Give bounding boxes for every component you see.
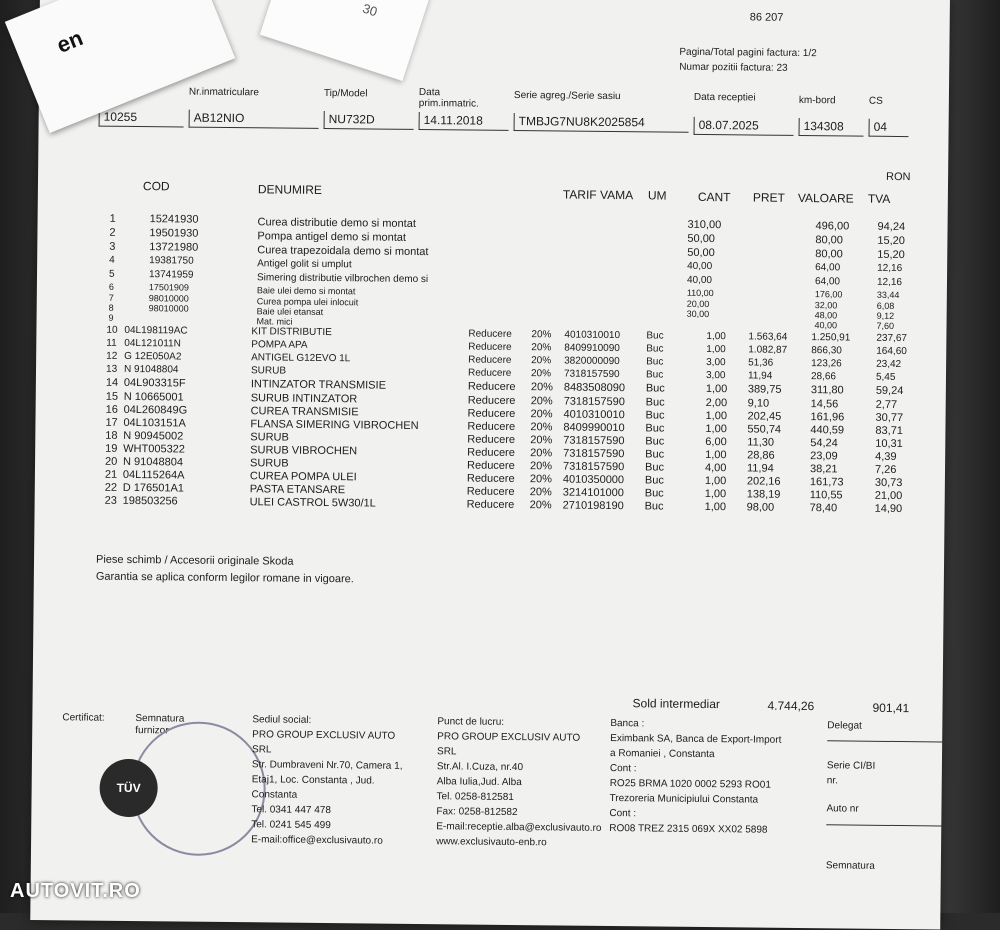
part-valoare: 54,24 bbox=[810, 437, 838, 450]
footer-punct-line: Tel. 0258-812581 bbox=[436, 791, 514, 804]
labor-cant: 50,00 bbox=[687, 232, 716, 246]
part-cant: 1,00 bbox=[705, 422, 727, 436]
part-tva: 21,00 bbox=[874, 489, 903, 503]
part-tva: 59,24 bbox=[875, 384, 904, 398]
part-pret: 9,10 bbox=[747, 397, 770, 410]
part-um: Buc bbox=[645, 435, 665, 448]
part-procent: 20% bbox=[529, 473, 552, 486]
part-cod: 04L198119AC bbox=[124, 324, 188, 337]
labor-nr: 5 bbox=[108, 268, 115, 280]
part-tva: 10,31 bbox=[875, 437, 903, 451]
labor-denumire: Baie ulei demo si montat bbox=[256, 285, 356, 297]
part-nr: 20 bbox=[105, 455, 118, 468]
part-tva: 4,39 bbox=[875, 450, 897, 463]
part-tarif-vama: 4010310010 bbox=[563, 408, 625, 422]
part-tarif-vama: 3214101000 bbox=[562, 486, 625, 500]
part-denumire: ULEI CASTROL 5W30/1L bbox=[249, 496, 376, 510]
part-nr: 10 bbox=[106, 324, 118, 336]
part-procent: 20% bbox=[530, 434, 553, 447]
subtotal-label: Sold intermediar bbox=[632, 696, 721, 712]
value-tip-model: NU732D bbox=[324, 111, 414, 130]
labor-cant: 110,00 bbox=[686, 287, 714, 299]
footer-sediu-line: Etaj1, Loc. Constanta , Jud. bbox=[251, 774, 375, 787]
part-reducere: Reducere bbox=[468, 328, 512, 340]
footer-banca-line: a Romaniei , Constanta bbox=[609, 748, 715, 761]
part-cod: 04L903315F bbox=[123, 376, 186, 390]
part-valoare: 28,66 bbox=[810, 371, 837, 383]
part-cod: N 91048804 bbox=[123, 455, 184, 469]
part-valoare: 14,56 bbox=[810, 398, 839, 411]
col-denumire: DENUMIRE bbox=[257, 182, 323, 197]
part-cant: 1,00 bbox=[706, 343, 726, 356]
part-pret: 11,94 bbox=[747, 370, 773, 382]
top-number: 86 207 bbox=[749, 11, 784, 24]
part-tva: 2,77 bbox=[875, 398, 898, 411]
part-tva: 237,67 bbox=[876, 332, 908, 345]
part-procent: 20% bbox=[529, 499, 552, 512]
labor-denumire: Pompa antigel demo si montat bbox=[257, 230, 407, 244]
value-serie: TMBJG7NU8K2025854 bbox=[514, 113, 689, 133]
part-tarif-vama: 7318157590 bbox=[563, 447, 625, 461]
part-nr: 14 bbox=[105, 376, 119, 389]
part-cod: 04L260849G bbox=[123, 403, 188, 417]
part-valoare: 110,55 bbox=[809, 489, 843, 502]
part-valoare: 123,26 bbox=[811, 358, 842, 370]
subtotal-tva: 901,41 bbox=[872, 700, 910, 716]
part-reducere: Reducere bbox=[467, 420, 516, 433]
part-nr: 12 bbox=[106, 350, 118, 362]
part-tarif-vama: 4010350000 bbox=[562, 473, 625, 487]
note-line1: Piese schimb / Accesorii originale Skoda bbox=[95, 553, 294, 568]
labor-denumire: Mat. mici bbox=[256, 316, 293, 327]
part-pret: 202,16 bbox=[746, 475, 781, 488]
part-pret: 51,36 bbox=[748, 357, 774, 369]
part-valoare: 1.250,91 bbox=[811, 332, 851, 344]
part-denumire: FLANSA SIMERING VIBROCHEN bbox=[250, 418, 419, 432]
labor-cod: 98010000 bbox=[148, 303, 189, 314]
part-um: Buc bbox=[644, 474, 664, 487]
labor-nr: 1 bbox=[109, 212, 116, 225]
labor-cod: 15241930 bbox=[149, 213, 199, 226]
part-cant: 1,00 bbox=[704, 487, 727, 501]
part-denumire: SURUB VIBROCHEN bbox=[250, 444, 358, 458]
footer-sediu-line: PRO GROUP EXCLUSIV AUTO bbox=[252, 729, 396, 742]
part-procent: 20% bbox=[530, 381, 553, 394]
part-valoare: 311,80 bbox=[810, 384, 844, 397]
part-um: Buc bbox=[644, 500, 664, 513]
footer-sediu-line: Sediul social: bbox=[252, 714, 312, 726]
part-tarif-vama: 8483508090 bbox=[563, 381, 626, 395]
footer-banca-line: Eximbank SA, Banca de Export-Import bbox=[610, 733, 782, 746]
part-reducere: Reducere bbox=[466, 472, 515, 485]
part-reducere: Reducere bbox=[468, 341, 512, 353]
part-nr: 22 bbox=[104, 481, 118, 494]
part-tva: 7,26 bbox=[874, 463, 897, 476]
label-cs: CS bbox=[868, 95, 883, 107]
part-tarif-vama: 8409990010 bbox=[563, 421, 625, 435]
part-nr: 15 bbox=[105, 390, 119, 403]
part-nr: 17 bbox=[105, 416, 118, 429]
labor-tva: 12,16 bbox=[877, 262, 903, 275]
part-cod: 04L103151A bbox=[123, 416, 186, 430]
part-cod: WHT005322 bbox=[123, 442, 186, 456]
footer-banca-line: Banca : bbox=[610, 718, 645, 730]
part-nr: 23 bbox=[104, 494, 117, 507]
part-denumire: CUREA TRANSMISIE bbox=[250, 405, 359, 419]
col-um: UM bbox=[647, 188, 667, 203]
part-um: Buc bbox=[645, 382, 665, 395]
footer-punct bbox=[436, 714, 603, 851]
part-cod: 198503256 bbox=[122, 494, 178, 508]
part-valoare: 38,21 bbox=[809, 463, 838, 476]
labor-nr: 8 bbox=[108, 302, 114, 313]
part-nr: 21 bbox=[104, 468, 118, 481]
part-cod: N 90945002 bbox=[123, 429, 184, 443]
labor-cod: 19501930 bbox=[149, 227, 199, 240]
part-tva: 5,45 bbox=[875, 371, 896, 383]
label-serie: Serie agreg./Serie sasiu bbox=[513, 89, 621, 103]
part-nr: 11 bbox=[106, 337, 117, 349]
part-denumire: CUREA POMPA ULEI bbox=[249, 470, 357, 484]
part-valoare: 440,59 bbox=[810, 424, 845, 437]
part-tarif-vama: 7318157590 bbox=[563, 395, 625, 409]
value-cs: 04 bbox=[869, 119, 909, 137]
part-reducere: Reducere bbox=[467, 407, 516, 421]
footer-sediu-line: E-mail:office@exclusivauto.ro bbox=[251, 834, 383, 847]
footer-banca bbox=[609, 716, 781, 838]
value-km-bord: 134308 bbox=[799, 118, 864, 137]
part-reducere: Reducere bbox=[468, 354, 512, 366]
labor-tva: 33,44 bbox=[876, 289, 900, 301]
footer-banca-line: Trezoreria Municipiului Constanta bbox=[609, 793, 759, 806]
labor-cant: 20,00 bbox=[686, 298, 710, 310]
footer-banca-line: Cont : bbox=[609, 763, 637, 775]
footer-sediu-line: SRL bbox=[251, 744, 272, 756]
labor-denumire: Curea pompa ulei inlocuit bbox=[256, 296, 359, 308]
part-pret: 550,74 bbox=[747, 423, 782, 436]
labor-cant: 310,00 bbox=[687, 218, 722, 232]
subtotal-valoare: 4.744,26 bbox=[767, 698, 815, 714]
part-denumire: INTINZATOR TRANSMISIE bbox=[250, 378, 387, 392]
footer-sediu bbox=[251, 712, 403, 849]
part-cant: 3,00 bbox=[705, 369, 726, 382]
labor-cant: 50,00 bbox=[687, 246, 715, 260]
certificat-label: Certificat: bbox=[62, 712, 105, 724]
part-procent: 20% bbox=[529, 486, 552, 499]
part-tva: 23,42 bbox=[876, 358, 902, 371]
labor-denumire: Baie ulei etansat bbox=[256, 306, 324, 317]
part-nr: 18 bbox=[105, 429, 118, 442]
labor-denumire: Curea trapezoidala demo si montat bbox=[257, 244, 429, 259]
labor-valoare: 40,00 bbox=[814, 320, 838, 331]
part-reducere: Reducere bbox=[467, 394, 516, 408]
part-nr: 19 bbox=[105, 442, 118, 455]
part-um: Buc bbox=[646, 343, 664, 355]
part-cant: 1,00 bbox=[704, 500, 727, 514]
semnatura-furnizor-label: Semnatura furnizor bbox=[135, 713, 185, 737]
part-procent: 20% bbox=[530, 447, 553, 460]
part-denumire: KIT DISTRIBUTIE bbox=[251, 326, 332, 339]
labor-valoare: 64,00 bbox=[815, 262, 841, 274]
footer-sediu-line: Tel. 0241 545 499 bbox=[251, 819, 331, 832]
labor-tva: 94,24 bbox=[877, 220, 906, 234]
footer-punct-line: PRO GROUP EXCLUSIV AUTO bbox=[437, 731, 581, 744]
part-procent: 20% bbox=[530, 368, 552, 380]
label-data-prim: Data prim.inmatric. bbox=[418, 86, 479, 110]
part-cant: 1,00 bbox=[704, 474, 727, 488]
watermark-logo: AUTOVIT.RO bbox=[10, 880, 141, 902]
part-pret: 11,30 bbox=[747, 436, 775, 449]
part-cant: 4,00 bbox=[704, 461, 727, 475]
part-cod: N 10665001 bbox=[123, 390, 184, 404]
part-cod: D 176501A1 bbox=[122, 481, 185, 495]
tuv-logo: TÜV bbox=[99, 759, 158, 818]
part-pret: 11,94 bbox=[746, 462, 774, 475]
part-reducere: Reducere bbox=[467, 367, 512, 379]
part-reducere: Reducere bbox=[467, 380, 516, 394]
part-procent: 20% bbox=[529, 460, 553, 473]
part-procent: 20% bbox=[530, 408, 553, 421]
invoice-page bbox=[30, 0, 950, 929]
labor-nr: 7 bbox=[108, 292, 114, 303]
part-procent: 20% bbox=[530, 421, 553, 434]
part-tva: 164,60 bbox=[876, 345, 907, 358]
labor-valoare: 48,00 bbox=[814, 310, 838, 321]
part-procent: 20% bbox=[531, 355, 552, 367]
part-cod: N 91048804 bbox=[123, 363, 179, 376]
serie-ci-label: Serie CI/BI bbox=[826, 760, 876, 772]
part-valoare: 161,73 bbox=[809, 476, 844, 489]
part-cant: 1,00 bbox=[705, 409, 728, 423]
footer-sediu-line: Str. Dumbraveni Nr.70, Camera 1, bbox=[251, 759, 403, 772]
labor-valoare: 64,00 bbox=[814, 276, 841, 288]
part-pret: 202,45 bbox=[747, 410, 782, 423]
part-um: Buc bbox=[644, 487, 664, 500]
labor-tva: 6,08 bbox=[876, 300, 895, 311]
part-um: Buc bbox=[645, 396, 665, 409]
labor-nr: 2 bbox=[109, 226, 116, 239]
part-tarif-vama: 3820000090 bbox=[564, 355, 620, 368]
labor-cod: 98010000 bbox=[148, 293, 189, 304]
part-pret: 28,86 bbox=[747, 449, 775, 462]
footer-punct-line: Alba Iulia,Jud. Alba bbox=[436, 776, 522, 789]
part-tarif-vama: 7318157590 bbox=[563, 368, 620, 381]
labor-cant: 40,00 bbox=[686, 274, 713, 287]
part-denumire: SURUB bbox=[250, 431, 289, 444]
label-nr-inmatriculare: Nr.inmatriculare bbox=[188, 86, 260, 99]
footer-sediu-line: Tel. 0341 447 478 bbox=[251, 804, 331, 817]
positions-info: Numar pozitii factura: 23 bbox=[679, 61, 788, 74]
footer-punct-line: SRL bbox=[436, 746, 457, 758]
part-tva: 14,90 bbox=[874, 502, 903, 516]
part-tarif-vama: 2710198190 bbox=[562, 499, 624, 513]
label-tip-model: Tip/Model bbox=[323, 87, 368, 100]
part-cod: G 12E050A2 bbox=[124, 350, 182, 363]
part-tarif-vama: 4010310010 bbox=[564, 329, 621, 342]
part-pret: 138,19 bbox=[746, 488, 781, 501]
part-nr: 13 bbox=[105, 363, 118, 375]
page-info: Pagina/Total pagini factura: 1/2 bbox=[679, 46, 817, 60]
labor-nr: 4 bbox=[109, 254, 115, 266]
part-reducere: Reducere bbox=[466, 498, 515, 511]
footer-punct-line: Punct de lucru: bbox=[437, 716, 505, 728]
part-reducere: Reducere bbox=[466, 485, 515, 498]
value-nr-inmatriculare: AB12NIO bbox=[189, 110, 319, 129]
labor-nr: 9 bbox=[108, 312, 114, 323]
nr-label: nr. bbox=[826, 775, 838, 787]
part-valoare: 78,40 bbox=[809, 502, 838, 515]
col-tarif-vama: TARIF VAMA bbox=[562, 187, 634, 203]
label-km-bord: km-bord bbox=[798, 94, 836, 107]
part-denumire: PASTA ETANSARE bbox=[249, 483, 346, 497]
part-valoare: 866,30 bbox=[811, 345, 842, 357]
part-tva: 30,77 bbox=[875, 411, 904, 425]
part-denumire: SURUB bbox=[250, 365, 287, 377]
note-line2: Garantia se aplica conform legilor romane in vigoare. bbox=[95, 570, 354, 586]
part-um: Buc bbox=[645, 409, 665, 422]
part-tarif-vama: 8409910090 bbox=[564, 342, 620, 355]
auto-nr-line bbox=[826, 824, 961, 826]
sticker-note-2: 30 bbox=[260, 0, 430, 81]
part-um: Buc bbox=[646, 330, 664, 342]
part-denumire: POMPA APA bbox=[251, 339, 308, 351]
footer-banca-line: RO08 TREZ 2315 069X XX02 5898 bbox=[609, 823, 768, 836]
part-denumire: SURUB INTINZATOR bbox=[250, 392, 358, 406]
footer-banca-line: Cont : bbox=[609, 808, 637, 820]
part-pret: 389,75 bbox=[747, 383, 782, 396]
labor-tva: 15,20 bbox=[877, 234, 906, 248]
value-cod-dealer: 10255 bbox=[99, 109, 184, 128]
auto-nr-label: Auto nr bbox=[826, 803, 859, 815]
part-cant: 2,00 bbox=[705, 396, 728, 410]
part-um: Buc bbox=[645, 422, 665, 435]
col-cod: COD bbox=[142, 179, 170, 194]
semnatura-label: Semnatura bbox=[825, 860, 875, 872]
value-data-receptiei: 08.07.2025 bbox=[694, 117, 794, 136]
label-data-receptiei: Data receptiei bbox=[693, 91, 756, 104]
footer-banca-line: RO25 BRMA 1020 0002 5293 RO01 bbox=[609, 778, 771, 791]
footer-punct-line: Str.Al. I.Cuza, nr.40 bbox=[436, 761, 524, 774]
part-pret: 98,00 bbox=[746, 501, 775, 514]
labor-denumire: Simering distributie vilbrochen demo si bbox=[256, 272, 429, 286]
labor-tva: 9,12 bbox=[876, 310, 895, 321]
part-procent: 20% bbox=[531, 342, 552, 354]
labor-valoare: 176,00 bbox=[814, 289, 843, 300]
footer-punct-line: www.exclusivauto-enb.ro bbox=[436, 836, 547, 849]
col-cant: CANT bbox=[697, 189, 731, 205]
part-tarif-vama: 7318157590 bbox=[562, 460, 625, 474]
part-cant: 1,00 bbox=[705, 448, 727, 462]
labor-cod: 13721980 bbox=[149, 241, 199, 254]
part-denumire: ANTIGEL G12EVO 1L bbox=[251, 352, 351, 365]
labor-valoare: 80,00 bbox=[815, 248, 843, 261]
part-tva: 83,71 bbox=[875, 424, 904, 438]
col-pret: PRET bbox=[752, 190, 785, 205]
footer-punct-line: E-mail:receptie.alba@exclusivauto.ro bbox=[436, 821, 602, 834]
part-pret: 1.563,64 bbox=[748, 331, 788, 343]
labor-valoare: 496,00 bbox=[815, 220, 850, 233]
labor-denumire: Antigel golit si umplut bbox=[257, 258, 352, 271]
labor-cod: 13741959 bbox=[148, 269, 194, 281]
labor-cod: 17501909 bbox=[148, 282, 189, 293]
value-data-prim: 14.11.2018 bbox=[419, 112, 509, 131]
part-cant: 6,00 bbox=[705, 435, 727, 449]
labor-tva: 15,20 bbox=[877, 248, 905, 262]
labor-tva: 7,60 bbox=[876, 320, 895, 331]
part-cod: 04L121011N bbox=[124, 337, 181, 350]
part-denumire: SURUB bbox=[249, 457, 289, 470]
part-procent: 20% bbox=[530, 395, 553, 408]
part-reducere: Reducere bbox=[467, 433, 516, 446]
part-cant: 3,00 bbox=[706, 356, 726, 369]
part-um: Buc bbox=[645, 448, 665, 461]
labor-valoare: 32,00 bbox=[814, 300, 838, 311]
sticker-note: en bbox=[5, 0, 235, 133]
part-reducere: Reducere bbox=[466, 459, 515, 472]
background-right bbox=[940, 0, 1000, 913]
labor-tva: 12,16 bbox=[876, 276, 903, 289]
labor-nr: 3 bbox=[109, 240, 116, 253]
part-reducere: Reducere bbox=[467, 446, 515, 459]
part-tva: 30,73 bbox=[874, 476, 903, 490]
part-cod: 04L115264A bbox=[122, 468, 185, 482]
part-um: Buc bbox=[645, 369, 664, 381]
delegat-label: Delegat bbox=[827, 720, 862, 732]
footer-sediu-line: Constanta bbox=[251, 789, 298, 801]
part-valoare: 23,09 bbox=[810, 450, 838, 463]
col-valoare: VALOARE bbox=[797, 190, 854, 206]
part-valoare: 161,96 bbox=[810, 411, 845, 424]
part-cant: 1,00 bbox=[706, 330, 726, 343]
labor-cod: 19381750 bbox=[149, 255, 194, 267]
part-cant: 1,00 bbox=[705, 382, 728, 396]
labor-denumire: Curea distributie demo si montat bbox=[257, 216, 416, 230]
labor-cant: 40,00 bbox=[687, 260, 713, 273]
part-um: Buc bbox=[644, 461, 665, 474]
labor-nr: 6 bbox=[108, 281, 114, 292]
part-pret: 1.082,87 bbox=[748, 344, 788, 356]
currency-label: RON bbox=[886, 170, 911, 184]
part-um: Buc bbox=[646, 356, 664, 368]
labor-cant: 30,00 bbox=[686, 308, 710, 320]
part-tarif-vama: 7318157590 bbox=[563, 434, 625, 448]
footer-punct-line: Fax: 0258-812582 bbox=[436, 806, 518, 819]
delegat-line bbox=[827, 740, 962, 742]
part-nr: 16 bbox=[105, 403, 118, 416]
labor-valoare: 80,00 bbox=[815, 234, 844, 247]
col-tva: TVA bbox=[867, 191, 891, 206]
part-procent: 20% bbox=[531, 329, 552, 341]
